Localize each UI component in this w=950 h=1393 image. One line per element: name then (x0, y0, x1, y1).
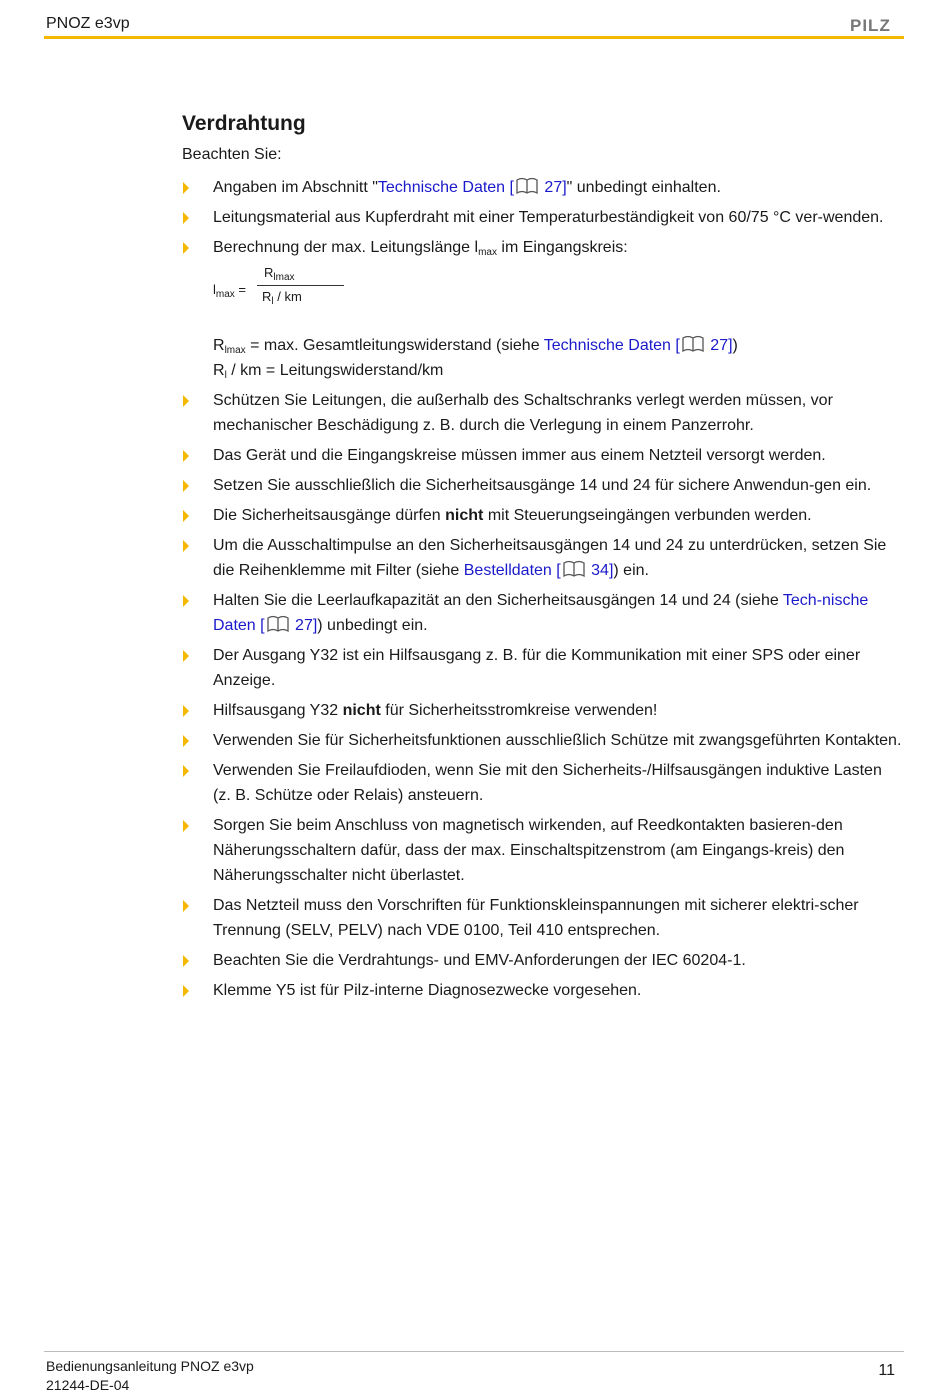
list-item: Die Sicherheitsausgänge dürfen nicht mit Steuerungseingängen verbunden werden. (182, 503, 904, 528)
triangle-bullet-icon (183, 395, 189, 407)
triangle-bullet-icon (183, 900, 189, 912)
triangle-bullet-icon (183, 595, 189, 607)
triangle-bullet-icon (183, 510, 189, 522)
pilz-logo-graphic (850, 17, 902, 33)
triangle-bullet-icon (183, 182, 189, 194)
book-icon (516, 177, 538, 195)
formula-numerator: $R_{lmax}$ (264, 265, 295, 283)
list-item: Der Ausgang Y32 ist ein Hilfsausgang z. B. für die Kommunikation mit einer SPS oder einer Anzeige. (182, 643, 904, 693)
pilz-logo (850, 17, 902, 38)
list-item: Angaben im Abschnitt "Technische Daten [ 27]" unbedingt einhalten. (182, 175, 904, 200)
list-item: Das Netzteil muss den Vorschriften für Funktionskleinspannungen mit sicherer elektri-scher Trennung (SELV, PELV) nach VDE 0100, Teil 410 entsprechen. (182, 893, 904, 943)
formula-lmax (213, 265, 904, 327)
formula-lhs: $l_{max}$ = (213, 282, 247, 300)
header-rule (44, 36, 904, 39)
book-icon (682, 335, 704, 353)
list-item: Setzen Sie ausschließlich die Sicherheitsausgänge 14 und 24 für sichere Anwendun-gen ein. (182, 473, 904, 498)
footer-rule (44, 1351, 904, 1352)
footer-document-title: Bedienungsanleitung PNOZ e3vp (46, 1358, 254, 1374)
header-title: PNOZ e3vp (46, 15, 130, 32)
list-item: Um die Ausschaltimpulse an den Sicherheitsausgängen 14 und 24 zu unterdrücken, setzen Sie die Reihenklemme mit Filter (siehe Bestelldaten [ 34]) ein. (182, 533, 904, 583)
triangle-bullet-icon (183, 820, 189, 832)
list-item: Beachten Sie die Verdrahtungs- und EMV-Anforderungen der IEC 60204-1. (182, 948, 904, 973)
triangle-bullet-icon (183, 242, 189, 254)
list-item: Klemme Y5 ist für Pilz-interne Diagnosezwecke vorgesehen. (182, 978, 904, 1003)
book-icon (267, 615, 289, 633)
triangle-bullet-icon (183, 735, 189, 747)
triangle-bullet-icon (183, 955, 189, 967)
list-item: Verwenden Sie für Sicherheitsfunktionen ausschließlich Schütze mit zwangsgeführten Kontakten. (182, 728, 904, 753)
list-item: Leitungsmaterial aus Kupferdraht mit einer Temperaturbeständigkeit von 60/75 °C ver-wenden. (182, 205, 904, 230)
link-technische-daten[interactable]: Tech-nische Daten [ 27] (213, 592, 869, 634)
link-bestelldaten[interactable]: Bestelldaten [ 34] (463, 562, 614, 579)
formula-definitions (182, 333, 904, 383)
list-item: Das Gerät und die Eingangskreise müssen immer aus einem Netzteil versorgt werden. (182, 443, 904, 468)
triangle-bullet-icon (183, 540, 189, 552)
list-item: Halten Sie die Leerlaufkapazität an den Sicherheitsausgängen 14 und 24 (siehe Tech-nische Daten [ 27]) unbedingt ein. (182, 588, 904, 638)
triangle-bullet-icon (183, 480, 189, 492)
list-item: Schützen Sie Leitungen, die außerhalb des Schaltschranks verlegt werden müssen, vor mechanischer Beschädigung z. B. durch die Verlegung in einem Panzerrohr. (182, 388, 904, 438)
page-number: 11 (878, 1362, 895, 1379)
instruction-list-continued (182, 388, 904, 1003)
logo-text: PILZ (850, 17, 891, 33)
footer-document-number: 21244-DE-04 (46, 1377, 130, 1393)
list-item: Verwenden Sie Freilaufdioden, wenn Sie mit den Sicherheits-/Hilfsausgängen induktive Lasten (z. B. Schütze oder Relais) ansteuern. (182, 758, 904, 808)
instruction-list (182, 175, 904, 260)
section-intro: Beachten Sie: (182, 146, 282, 163)
fraction-line (257, 285, 344, 286)
definition-rlmax: $R_{lmax} = \max$. Gesamtleitungswiderstand (siehe Technische Daten [ 27]) (213, 337, 738, 356)
formula-denominator: $R_l$ / km (262, 289, 302, 307)
triangle-bullet-icon (183, 765, 189, 777)
link-technische-daten[interactable]: Technische Daten [ 27] (377, 179, 567, 196)
triangle-bullet-icon (183, 450, 189, 462)
triangle-bullet-icon (183, 985, 189, 997)
list-item: Sorgen Sie beim Anschluss von magnetisch wirkenden, auf Reedkontakten basieren-den Näherungsschaltern dafür, dass der max. Einschaltspitzenstrom (am Eingangs-kreis) den Näherungsschalter nicht überlastet. (182, 813, 904, 888)
definition-rl: $R_l$ / km = Leitungswiderstand/km (213, 362, 444, 381)
main-content (182, 112, 904, 1008)
section-title: Verdrahtung (182, 112, 306, 135)
list-item: Berechnung der max. Leitungslänge $l_{max}$ im Eingangskreis: (182, 235, 904, 260)
triangle-bullet-icon (183, 212, 189, 224)
triangle-bullet-icon (183, 705, 189, 717)
link-technische-daten[interactable]: Technische Daten [ 27] (543, 337, 733, 354)
list-item: Hilfsausgang Y32 nicht für Sicherheitsstromkreise verwenden! (182, 698, 904, 723)
triangle-bullet-icon (183, 650, 189, 662)
book-icon (563, 560, 585, 578)
